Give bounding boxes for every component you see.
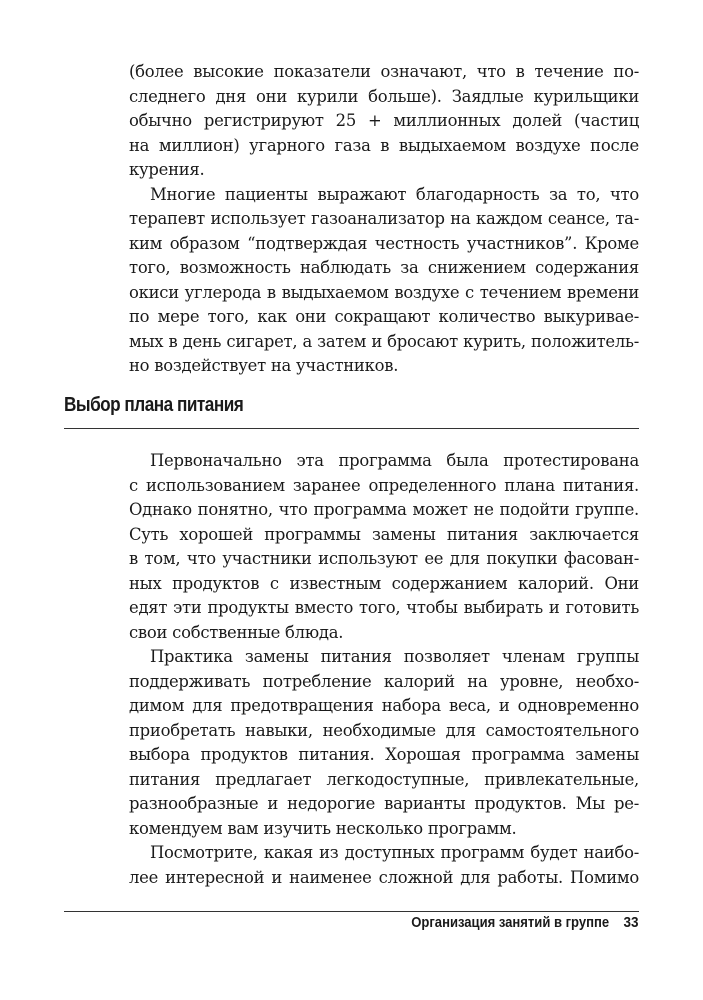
- text-line: Посмотрите, какая из доступных программ будет наибо-: [150, 843, 639, 862]
- text-line: Практика замены питания позволяет членам группы: [150, 647, 639, 666]
- text-line: по мере того, как они сокращают количество выкуривае-: [129, 307, 639, 326]
- text-line: ных продуктов с известным содержанием калорий. Они: [129, 573, 639, 593]
- text-line: обычно регистрируют 25 + миллионных долей (частиц: [129, 111, 639, 130]
- text-line: приобретать навыки, необходимые для самостоятельного: [129, 720, 639, 740]
- text-line: на миллион) угарного газа в выдыхаемом воздухе после: [129, 135, 639, 155]
- text-line: мых в день сигарет, а затем и бросают курить, положитель-: [129, 331, 639, 351]
- text-line: лее интересной и наименее сложной для работы. Помимо: [129, 867, 639, 887]
- text-line: комендуем вам изучить несколько программ.: [129, 818, 517, 838]
- text-line: питания предлагает легкодоступные, привлекательные,: [129, 769, 639, 789]
- text-line: Многие пациенты выражают благодарность за то, что: [150, 184, 639, 204]
- paragraph-2: [129, 183, 639, 379]
- text-line: с использованием заранее определенного плана питания.: [129, 475, 639, 495]
- text-line: следнего дня они курили больше). Заядлые курильщики: [129, 86, 639, 106]
- text-line: но воздействует на участников.: [129, 356, 399, 375]
- footer-divider: [64, 911, 639, 912]
- text-line: выбора продуктов питания. Хорошая программа замены: [129, 745, 639, 764]
- text-line: Однако понятно, что программа может не подойти группе.: [129, 500, 639, 519]
- heading-divider: [64, 428, 639, 429]
- text-line: окиси углерода в выдыхаемом воздухе с течением времени: [129, 282, 639, 302]
- page-footer: [412, 914, 639, 931]
- text-line: Суть хорошей программы замены питания заключается: [129, 524, 639, 544]
- text-line: (более высокие показатели означают, что в течение по-: [129, 62, 639, 81]
- paragraph-4: [129, 645, 639, 841]
- text-line: того, возможность наблюдать за снижением содержания: [129, 258, 639, 277]
- paragraph-3: [129, 449, 639, 645]
- text-line: курения.: [129, 160, 205, 179]
- text-line: разнообразные и недорогие варианты продуктов. Мы ре-: [129, 794, 639, 813]
- text-line: едят эти продукты вместо того, чтобы выбирать и готовить: [129, 598, 639, 617]
- text-line: ким образом “подтверждая честность участников”. Кроме: [129, 233, 639, 253]
- paragraph-5: [129, 841, 639, 890]
- text-line: поддерживать потребление калорий на уровне, необхо-: [129, 671, 639, 691]
- text-line: димом для предотвращения набора веса, и одновременно: [129, 696, 639, 715]
- text-line: терапевт использует газоанализатор на каждом сеансе, та-: [129, 209, 639, 228]
- text-line: Первоначально эта программа была протестирована: [150, 451, 639, 470]
- section-heading: Выбор плана питания: [64, 394, 244, 416]
- text-line: в том, что участники используют ее для покупки фасован-: [129, 549, 639, 568]
- running-title: Организация занятий в группе: [411, 915, 610, 931]
- text-line: свои собственные блюда.: [129, 622, 344, 642]
- page-number: 33: [623, 914, 639, 931]
- paragraph-1: [129, 60, 639, 183]
